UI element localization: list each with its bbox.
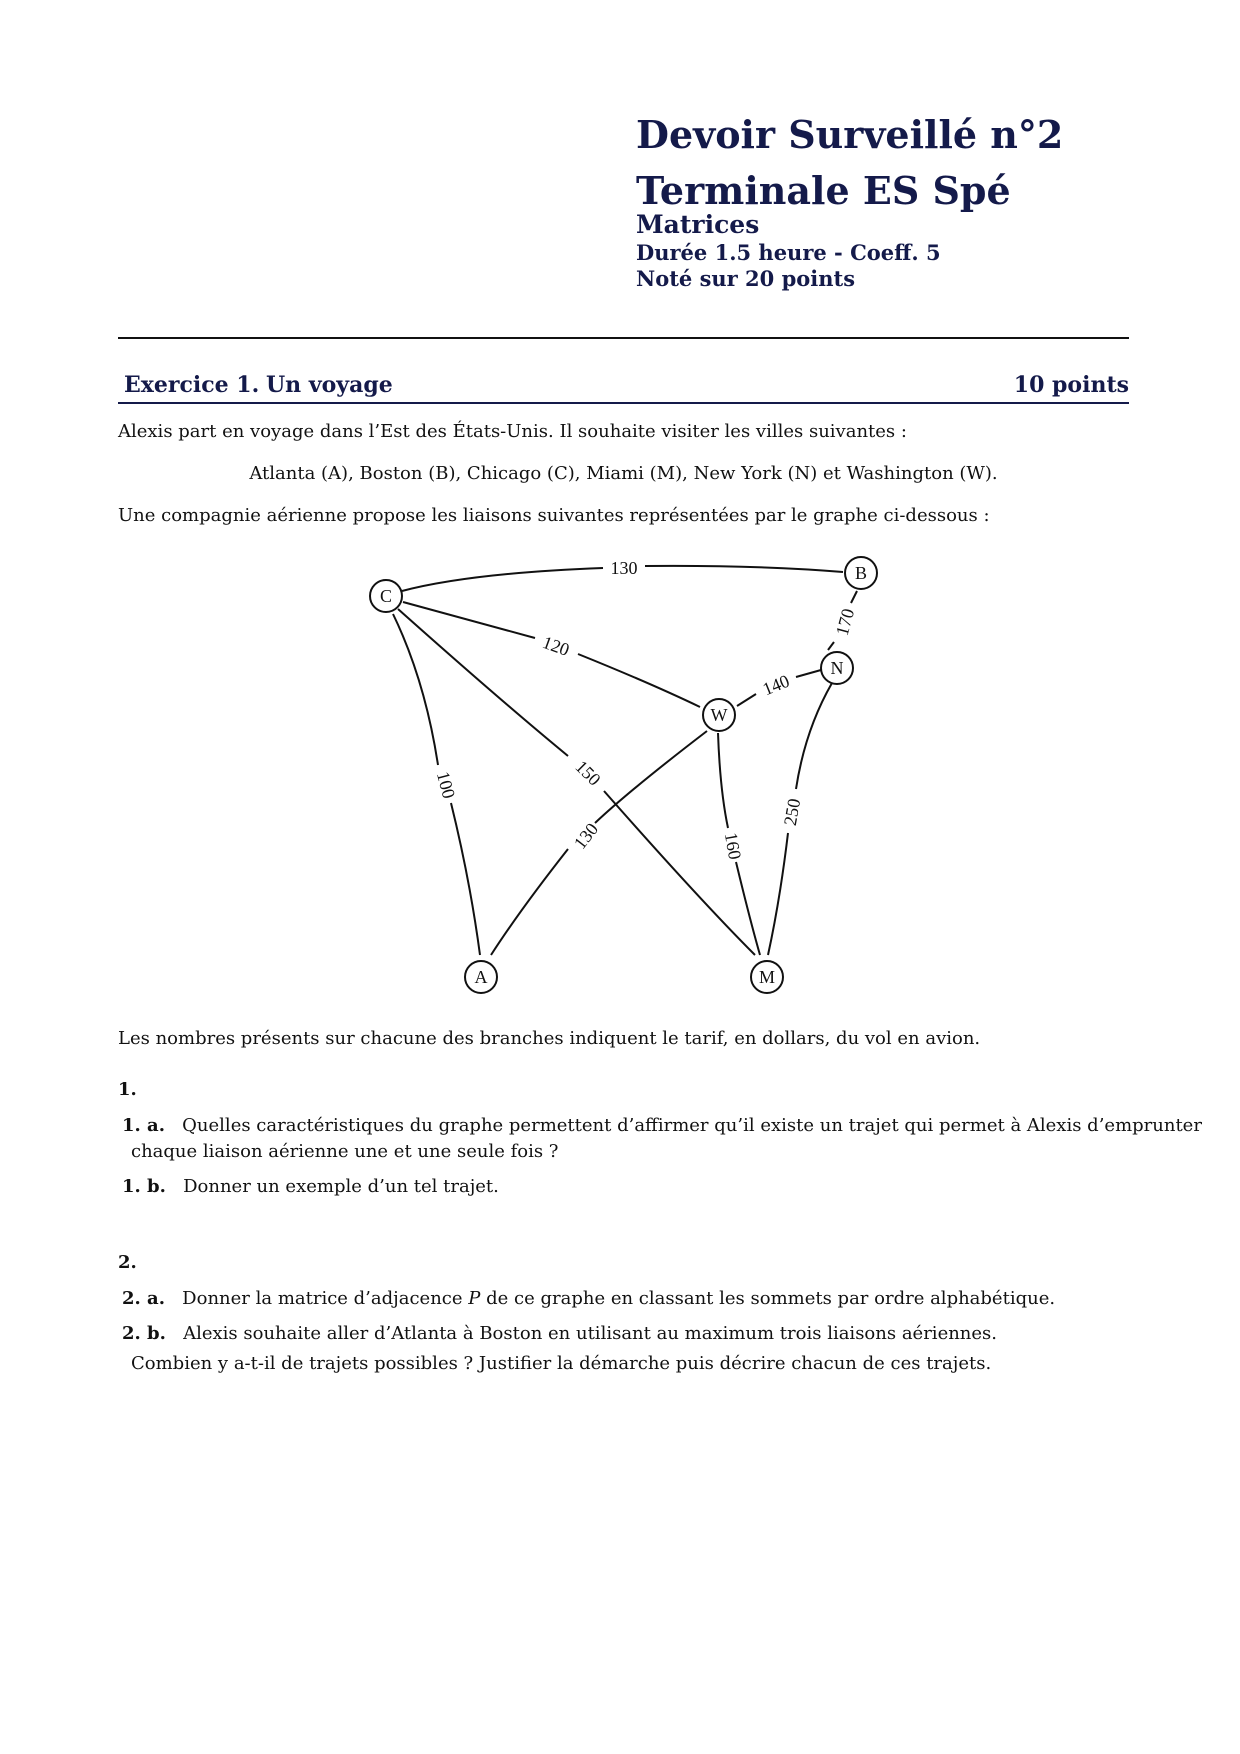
- weight-c-b: 130: [610, 558, 638, 578]
- node-a-label: A: [474, 967, 488, 987]
- grading: Noté sur 20 points: [636, 266, 856, 291]
- exercise-label: Exercice 1.: [124, 372, 260, 398]
- node-n-label: N: [830, 658, 844, 678]
- node-c-label: C: [379, 586, 393, 606]
- subject: Matrices: [636, 210, 760, 239]
- cities-list: Atlanta (A), Boston (B), Chicago (C), Miami (M), New York (N) et Washington (W).: [249, 463, 998, 484]
- weight-n-m: 250: [779, 796, 805, 828]
- question-1a: [122, 1114, 1202, 1138]
- weight-w-m: 160: [720, 830, 746, 862]
- exercise-title: Un voyage: [266, 372, 393, 398]
- graph-intro: Une compagnie aérienne propose les liaisons suivantes représentées par le graphe ci-dessous :: [118, 505, 990, 526]
- edge-w-a: [491, 731, 707, 955]
- class-name: Terminale ES Spé: [636, 168, 1011, 213]
- weight-c-w: 120: [539, 631, 573, 661]
- weight-w-n: 140: [759, 670, 793, 700]
- question-1b: [122, 1175, 499, 1199]
- question-2a: [122, 1287, 1055, 1311]
- weight-b-n: 170: [831, 606, 859, 638]
- question-2a-text-after: de ce graphe en classant les sommets par ordre alphabétique.: [486, 1288, 1056, 1309]
- question-2a-label: 2. a.: [122, 1288, 165, 1309]
- question-1-number: 1.: [118, 1079, 137, 1100]
- node-w-label: W: [710, 705, 728, 725]
- question-2b-line2: Combien y a-t-il de trajets possibles ? Justifier la démarche puis décrire chacun de ces trajets.: [131, 1353, 992, 1374]
- question-1a-text: Quelles caractéristiques du graphe permettent d’affirmer qu’il existe un trajet qui permet à Alexis d’emprunter: [182, 1115, 1202, 1136]
- duration: Durée 1.5 heure - Coeff. 5: [636, 240, 941, 265]
- question-1a-label: 1. a.: [122, 1115, 165, 1136]
- question-2b-label: 2. b.: [122, 1323, 166, 1344]
- question-1b-text: Donner un exemple d’un tel trajet.: [183, 1176, 499, 1197]
- weight-w-a: 130: [569, 819, 603, 853]
- weight-c-a: 100: [432, 769, 460, 801]
- question-1b-label: 1. b.: [122, 1176, 166, 1197]
- question-2b-text: Alexis souhaite aller d’Atlanta à Boston en utilisant au maximum trois liaisons aériennes.: [183, 1323, 998, 1344]
- document-title: Devoir Surveillé n°2: [636, 112, 1064, 157]
- exercise-points: 10 points: [1013, 372, 1129, 398]
- intro-paragraph: Alexis part en voyage dans l’Est des États-Unis. Il souhaite visiter les villes suivantes :: [118, 421, 907, 442]
- node-b-label: B: [854, 563, 868, 583]
- weight-c-m: 150: [571, 756, 605, 790]
- question-2a-text-before: Donner la matrice d’adjacence: [182, 1288, 463, 1309]
- graph-caption: Les nombres présents sur chacune des branches indiquent le tarif, en dollars, du vol en avion.: [118, 1028, 981, 1049]
- node-m-label: M: [758, 967, 776, 987]
- edge-weights: [433, 558, 858, 861]
- matrix-variable: P: [468, 1288, 481, 1309]
- question-2b: [122, 1322, 997, 1346]
- question-1a-line2: chaque liaison aérienne une et une seule fois ?: [131, 1141, 559, 1162]
- question-2-number: 2.: [118, 1252, 137, 1273]
